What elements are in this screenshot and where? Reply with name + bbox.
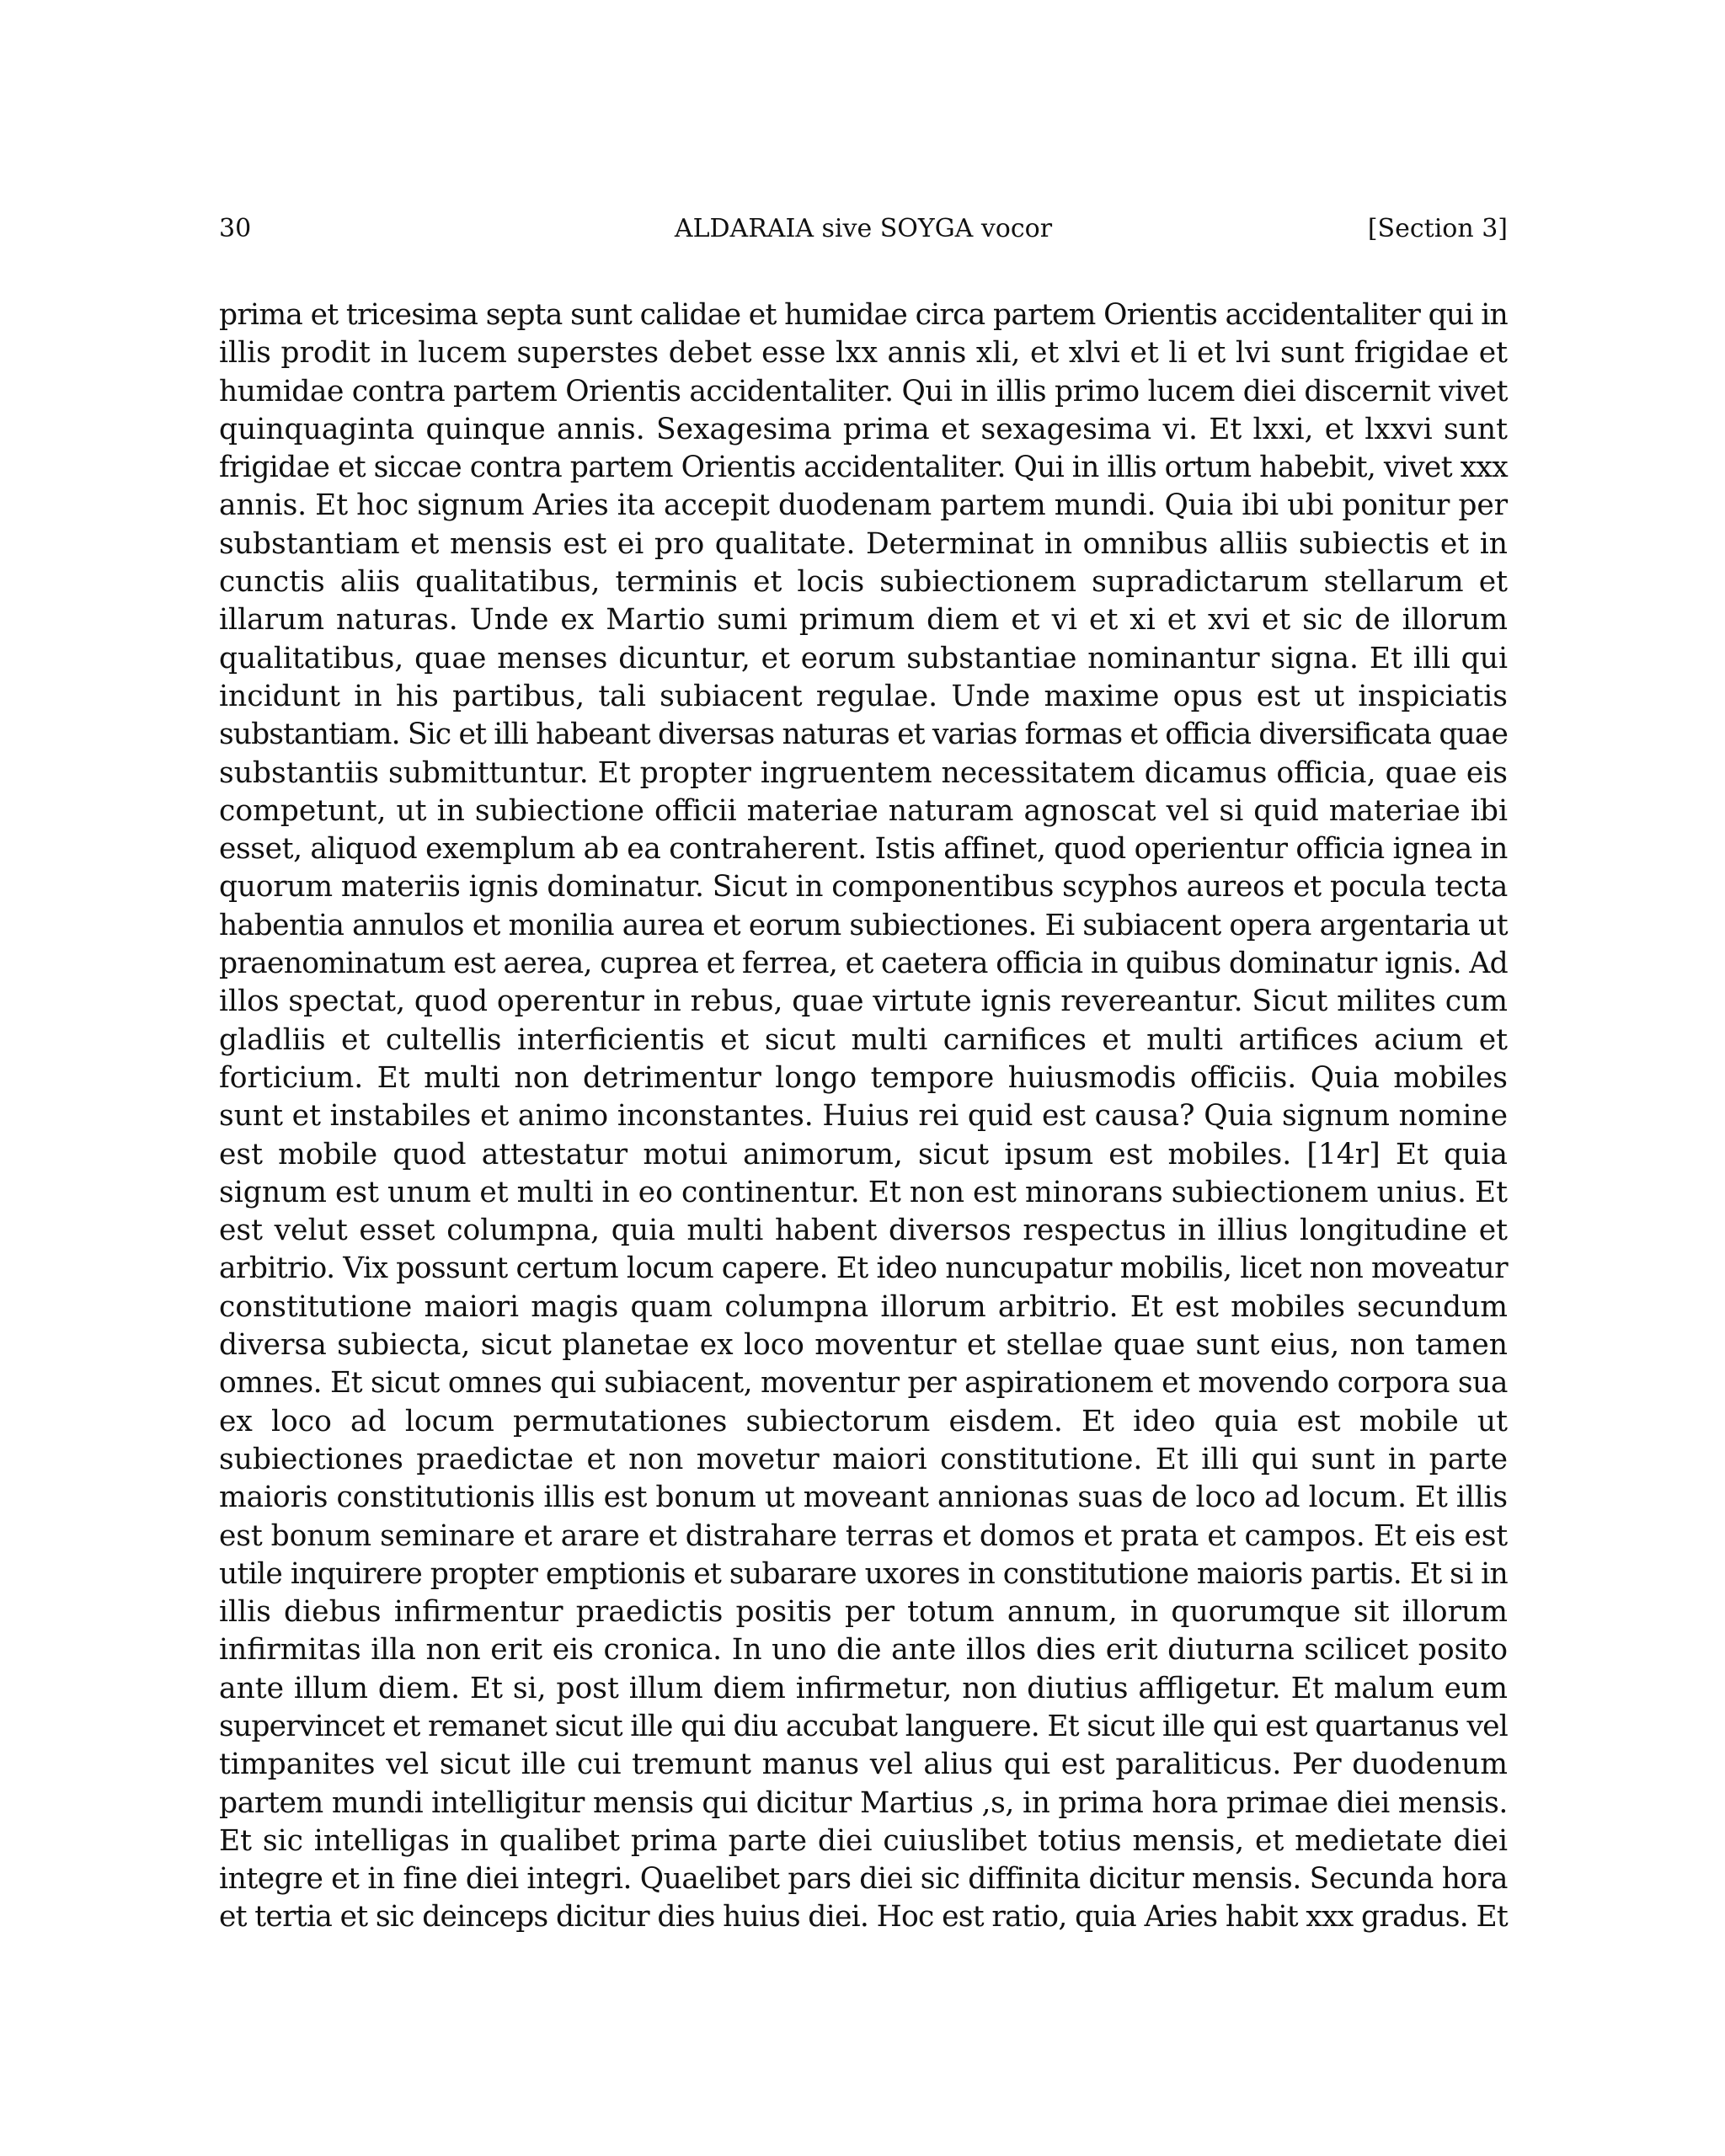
text-line: infirmitas illa non erit eis cronica. In uno die ante illos dies erit diuturna scilicet posito [219, 1633, 1508, 1668]
text-line: arbitrio. Vix possunt certum locum capere. Et ideo nuncupatur mobilis, licet non moveatur [219, 1251, 1508, 1286]
text-line: Et sic intelligas in qualibet prima parte diei cuiuslibet totius mensis, et medietate diei [219, 1823, 1508, 1858]
text-line: esset, aliquod exemplum ab ea contraherent. Istis affinet, quod operientur officia ignea in [219, 832, 1508, 867]
text-line: gladliis et cultellis interficientis et sicut multi carnifices et multi artifices acium et [219, 1022, 1508, 1057]
text-line: timpanites vel sicut ille cui tremunt manus vel alius qui est paraliticus. Per duodenum [219, 1748, 1508, 1782]
text-line: partem mundi intelligitur mensis qui dicitur Martius ,s, in prima hora primae diei mensis. [219, 1785, 1508, 1820]
text-line: subiectiones praedictae et non movetur maiori constitutione. Et illi qui sunt in parte [219, 1442, 1508, 1476]
text-line: est mobile quod attestatur motui animorum, sicut ipsum est mobiles. [14r] Et quia [219, 1137, 1508, 1171]
text-line: quinquaginta quinque annis. Sexagesima prima et sexagesima vi. Et lxxi, et lxxvi sunt [219, 412, 1508, 446]
text-line: prima et tricesima septa sunt calidae et humidae circa partem Orientis accidentaliter qui in [219, 298, 1508, 332]
text-line: praenominatum est aerea, cuprea et ferrea, et caetera officia in quibus dominatur ignis. Ad [219, 947, 1508, 981]
text-line: diversa subiecta, sicut planetae ex loco moventur et stellae quae sunt eius, non tamen [219, 1328, 1508, 1363]
text-line: signum est unum et multi in eo continentur. Et non est minorans subiectionem unius. Et [219, 1175, 1508, 1209]
section-reference: [Section 3] [1367, 214, 1508, 243]
text-line: forticium. Et multi non detrimentur longo tempore huiusmodis officiis. Quia mobiles [219, 1060, 1508, 1095]
running-header [219, 214, 1508, 248]
text-line: illarum naturas. Unde ex Martio sumi primum diem et vi et xi et xvi et sic de illorum [219, 603, 1508, 638]
running-title: ALDARAIA sive SOYGA vocor [674, 214, 1053, 243]
text-line: illis prodit in lucem superstes debet esse lxx annis xli, et xlvi et li et lvi sunt frigidae et [219, 336, 1508, 371]
text-line: humidae contra partem Orientis accidentaliter. Qui in illis primo lucem diei discernit vivet [219, 374, 1508, 408]
text-line: omnes. Et sicut omnes qui subiacent, moventur per aspirationem et movendo corpora sua [219, 1366, 1508, 1401]
text-line: frigidae et siccae contra partem Orientis accidentaliter. Qui in illis ortum habebit, vivet xxx [219, 451, 1508, 485]
text-line: qualitatibus, quae menses dicuntur, et eorum substantiae nominantur signa. Et illi qui [219, 641, 1508, 675]
text-line: maioris constitutionis illis est bonum ut moveant annionas suas de loco ad locum. Et illis [219, 1481, 1508, 1515]
text-line: supervincet et remanet sicut ille qui diu accubat languere. Et sicut ille qui est quartanus vel [219, 1709, 1508, 1743]
text-line: integre et in fine diei integri. Quaelibet pars diei sic diffinita dicitur mensis. Secunda hora [219, 1862, 1508, 1897]
text-line: substantiam et mensis est ei pro qualitate. Determinat in omnibus alliis subiectis et in [219, 526, 1508, 561]
text-line: est bonum seminare et arare et distrahare terras et domos et prata et campos. Et eis est [219, 1518, 1508, 1553]
text-line: illos spectat, quod operentur in rebus, quae virtute ignis revereantur. Sicut milites cum [219, 985, 1508, 1019]
body-text [219, 296, 1508, 1937]
text-line: cunctis aliis qualitatibus, terminis et locis subiectionem supradictarum stellarum et [219, 565, 1508, 600]
text-line: competunt, ut in subiectione officii materiae naturam agnoscat vel si quid materiae ibi [219, 793, 1508, 828]
text-line: et tertia et sic deinceps dicitur dies huius diei. Hoc est ratio, quia Aries habit xxx gradus. Et [219, 1900, 1508, 1935]
text-line: est velut esset columpna, quia multi habent diversos respectus in illius longitudine et [219, 1214, 1508, 1248]
text-line: habentia annulos et monilia aurea et eorum subiectiones. Ei subiacent opera argentaria ut [219, 908, 1508, 942]
text-line: utile inquirere propter emptionis et subarare uxores in constitutione maioris partis. Et si in [219, 1556, 1508, 1591]
text-line: quorum materiis ignis dominatur. Sicut in componentibus scyphos aureos et pocula tecta [219, 870, 1508, 905]
text-line: sunt et instabiles et animo inconstantes. Huius rei quid est causa? Quia signum nomine [219, 1099, 1508, 1134]
text-line: incidunt in his partibus, tali subiacent regulae. Unde maxime opus est ut inspiciatis [219, 679, 1508, 713]
text-line: ex loco ad locum permutationes subiectorum eisdem. Et ideo quia est mobile ut [219, 1404, 1508, 1438]
text-line: constitutione maiori magis quam columpna illorum arbitrio. Et est mobiles secundum [219, 1289, 1508, 1324]
text-line: substantiis submittuntur. Et propter ingruentem necessitatem dicamus officia, quae eis [219, 755, 1508, 790]
text-line: substantiam. Sic et illi habeant diversas naturas et varias formas et officia diversificata quae [219, 718, 1508, 752]
page-number: 30 [219, 214, 252, 243]
text-line: annis. Et hoc signum Aries ita accepit duodenam partem mundi. Quia ibi ubi ponitur per [219, 488, 1508, 523]
text-line: illis diebus infirmentur praedictis positis per totum annum, in quorumque sit illorum [219, 1595, 1508, 1630]
text-line: ante illum diem. Et si, post illum diem infirmetur, non diutius affligetur. Et malum eum [219, 1671, 1508, 1705]
